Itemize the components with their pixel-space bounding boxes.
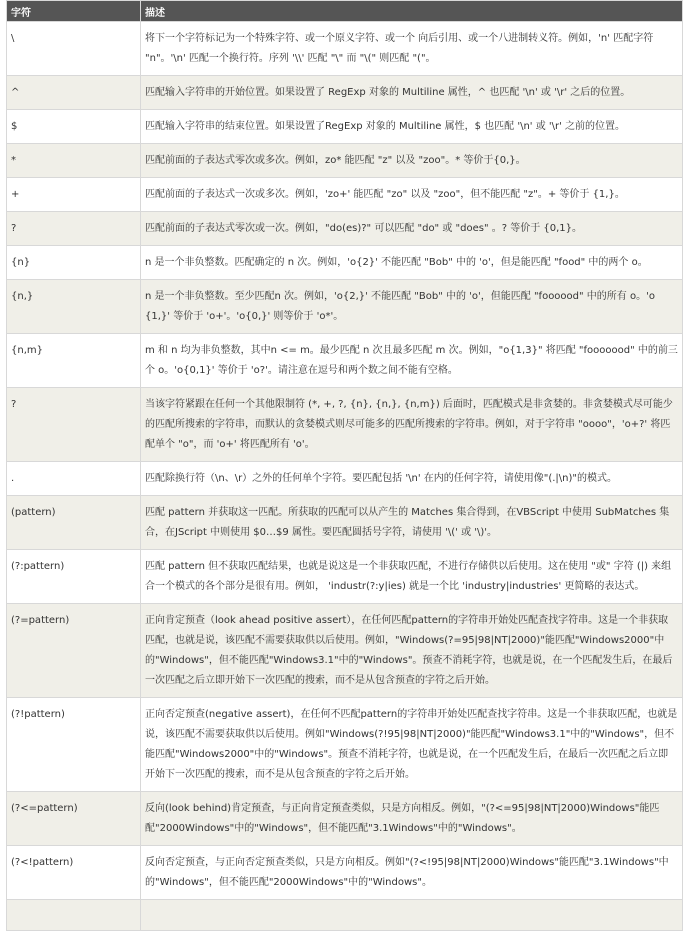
regex-desc-cell: 匹配前面的子表达式零次或多次。例如，zo* 能匹配 "z" 以及 "zoo"。* 等价于{0,}。 (141, 144, 683, 178)
regex-desc-cell: 匹配输入字符串的开始位置。如果设置了 RegExp 对象的 Multiline 属性，^ 也匹配 '\n' 或 '\r' 之后的位置。 (141, 76, 683, 110)
regex-char-cell: \ (7, 22, 141, 76)
regex-char-cell: + (7, 178, 141, 212)
regex-char-cell: {n} (7, 246, 141, 280)
regex-desc-cell: 匹配输入字符串的结束位置。如果设置了RegExp 对象的 Multiline 属性，$ 也匹配 '\n' 或 '\r' 之前的位置。 (141, 110, 683, 144)
regex-desc-cell: 当该字符紧跟在任何一个其他限制符 (*, +, ?, {n}, {n,}, {n,m}) 后面时，匹配模式是非贪婪的。非贪婪模式尽可能少的匹配所搜索的字符串，而默认的贪婪模式则尽可能多的匹配所搜索的字符串。例如，对于字符串 "oooo"，'o+?' 将匹配单个 "o"，而 'o+' 将匹配所有 'o'。 (141, 388, 683, 462)
table-row (7, 462, 683, 496)
regex-char-cell: (?<!pattern) (7, 846, 141, 900)
table-row (7, 212, 683, 246)
regex-desc-cell: 反向(look behind)肯定预查，与正向肯定预查类似，只是方向相反。例如，"(?<=95|98|NT|2000)Windows"能匹配"2000Windows"中的"Windows"，但不能匹配"3.1Windows"中的"Windows"。 (141, 792, 683, 846)
table-row (7, 76, 683, 110)
table-row (7, 246, 683, 280)
regex-desc-cell: 匹配前面的子表达式一次或多次。例如，'zo+' 能匹配 "zo" 以及 "zoo"，但不能匹配 "z"。+ 等价于 {1,}。 (141, 178, 683, 212)
table-row (7, 280, 683, 334)
regex-desc-cell: 匹配除换行符（\n、\r）之外的任何单个字符。要匹配包括 '\n' 在内的任何字符，请使用像"(.|\n)"的模式。 (141, 462, 683, 496)
table-row (7, 178, 683, 212)
table-row (7, 388, 683, 462)
table-row (7, 792, 683, 846)
table-row (7, 110, 683, 144)
regex-char-cell: . (7, 462, 141, 496)
table-row (7, 144, 683, 178)
table-row-partial (7, 900, 683, 931)
table-row (7, 334, 683, 388)
regex-char-cell: (pattern) (7, 496, 141, 550)
table-row (7, 22, 683, 76)
regex-desc-cell: m 和 n 均为非负整数，其中n <= m。最少匹配 n 次且最多匹配 m 次。例如，"o{1,3}" 将匹配 "fooooood" 中的前三个 o。'o{0,1}' 等价于 'o?'。请注意在逗号和两个数之间不能有空格。 (141, 334, 683, 388)
regex-desc-cell: n 是一个非负整数。匹配确定的 n 次。例如，'o{2}' 不能匹配 "Bob" 中的 'o'，但是能匹配 "food" 中的两个 o。 (141, 246, 683, 280)
column-header-char: 字符 (7, 1, 141, 22)
regex-char-cell: ? (7, 212, 141, 246)
regex-char-cell: (?:pattern) (7, 550, 141, 604)
table-row (7, 846, 683, 900)
table-row (7, 550, 683, 604)
regex-char-cell: {n,} (7, 280, 141, 334)
table-header-row (7, 1, 683, 22)
regex-desc-cell: 正向肯定预查（look ahead positive assert），在任何匹配pattern的字符串开始处匹配查找字符串。这是一个非获取匹配，也就是说，该匹配不需要获取供以后使用。例如，"Windows(?=95|98|NT|2000)"能匹配"Windows2000"中的"Windows"，但不能匹配"Windows3.1"中的"Windows"。预查不消耗字符，也就是说，在一个匹配发生后，在最后一次匹配之后立即开始下一次匹配的搜索，而不是从包含预查的字符之后开始。 (141, 604, 683, 698)
table-row (7, 698, 683, 792)
regex-reference-table (6, 0, 683, 931)
regex-char-cell: (?<=pattern) (7, 792, 141, 846)
regex-char-cell: $ (7, 110, 141, 144)
regex-char-cell: (?=pattern) (7, 604, 141, 698)
table-body (7, 22, 683, 931)
table-row (7, 496, 683, 550)
regex-char-cell: * (7, 144, 141, 178)
regex-desc-cell: 匹配前面的子表达式零次或一次。例如，"do(es)?" 可以匹配 "do" 或 "does" 。? 等价于 {0,1}。 (141, 212, 683, 246)
regex-desc-cell: n 是一个非负整数。至少匹配n 次。例如，'o{2,}' 不能匹配 "Bob" 中的 'o'，但能匹配 "foooood" 中的所有 o。'o{1,}' 等价于 'o+'。'o{0,}' 则等价于 'o*'。 (141, 280, 683, 334)
regex-char-cell: (?!pattern) (7, 698, 141, 792)
regex-desc-cell: 反向否定预查，与正向否定预查类似，只是方向相反。例如"(?<!95|98|NT|2000)Windows"能匹配"3.1Windows"中的"Windows"，但不能匹配"2000Windows"中的"Windows"。 (141, 846, 683, 900)
regex-desc-cell (141, 900, 683, 931)
regex-desc-cell: 将下一个字符标记为一个特殊字符、或一个原义字符、或一个 向后引用、或一个八进制转义符。例如，'n' 匹配字符 "n"。'\n' 匹配一个换行符。序列 '\\' 匹配 "\" 而 "\(" 则匹配 "("。 (141, 22, 683, 76)
table-row (7, 604, 683, 698)
regex-desc-cell: 匹配 pattern 并获取这一匹配。所获取的匹配可以从产生的 Matches 集合得到，在VBScript 中使用 SubMatches 集合，在JScript 中则使用 $0…$9 属性。要匹配圆括号字符，请使用 '\(' 或 '\)'。 (141, 496, 683, 550)
regex-char-cell: ? (7, 388, 141, 462)
regex-desc-cell: 匹配 pattern 但不获取匹配结果，也就是说这是一个非获取匹配，不进行存储供以后使用。这在使用 "或" 字符 (|) 来组合一个模式的各个部分是很有用。例如， 'industr(?:y|ies) 就是一个比 'industry|industries' 更简略的表达式。 (141, 550, 683, 604)
column-header-desc: 描述 (141, 1, 683, 22)
regex-char-cell: ^ (7, 76, 141, 110)
regex-char-cell: {n,m} (7, 334, 141, 388)
regex-char-cell (7, 900, 141, 931)
regex-desc-cell: 正向否定预查(negative assert)，在任何不匹配pattern的字符串开始处匹配查找字符串。这是一个非获取匹配，也就是说，该匹配不需要获取供以后使用。例如"Windows(?!95|98|NT|2000)"能匹配"Windows3.1"中的"Windows"，但不能匹配"Windows2000"中的"Windows"。预查不消耗字符，也就是说，在一个匹配发生后，在最后一次匹配之后立即开始下一次匹配的搜索，而不是从包含预查的字符之后开始。 (141, 698, 683, 792)
